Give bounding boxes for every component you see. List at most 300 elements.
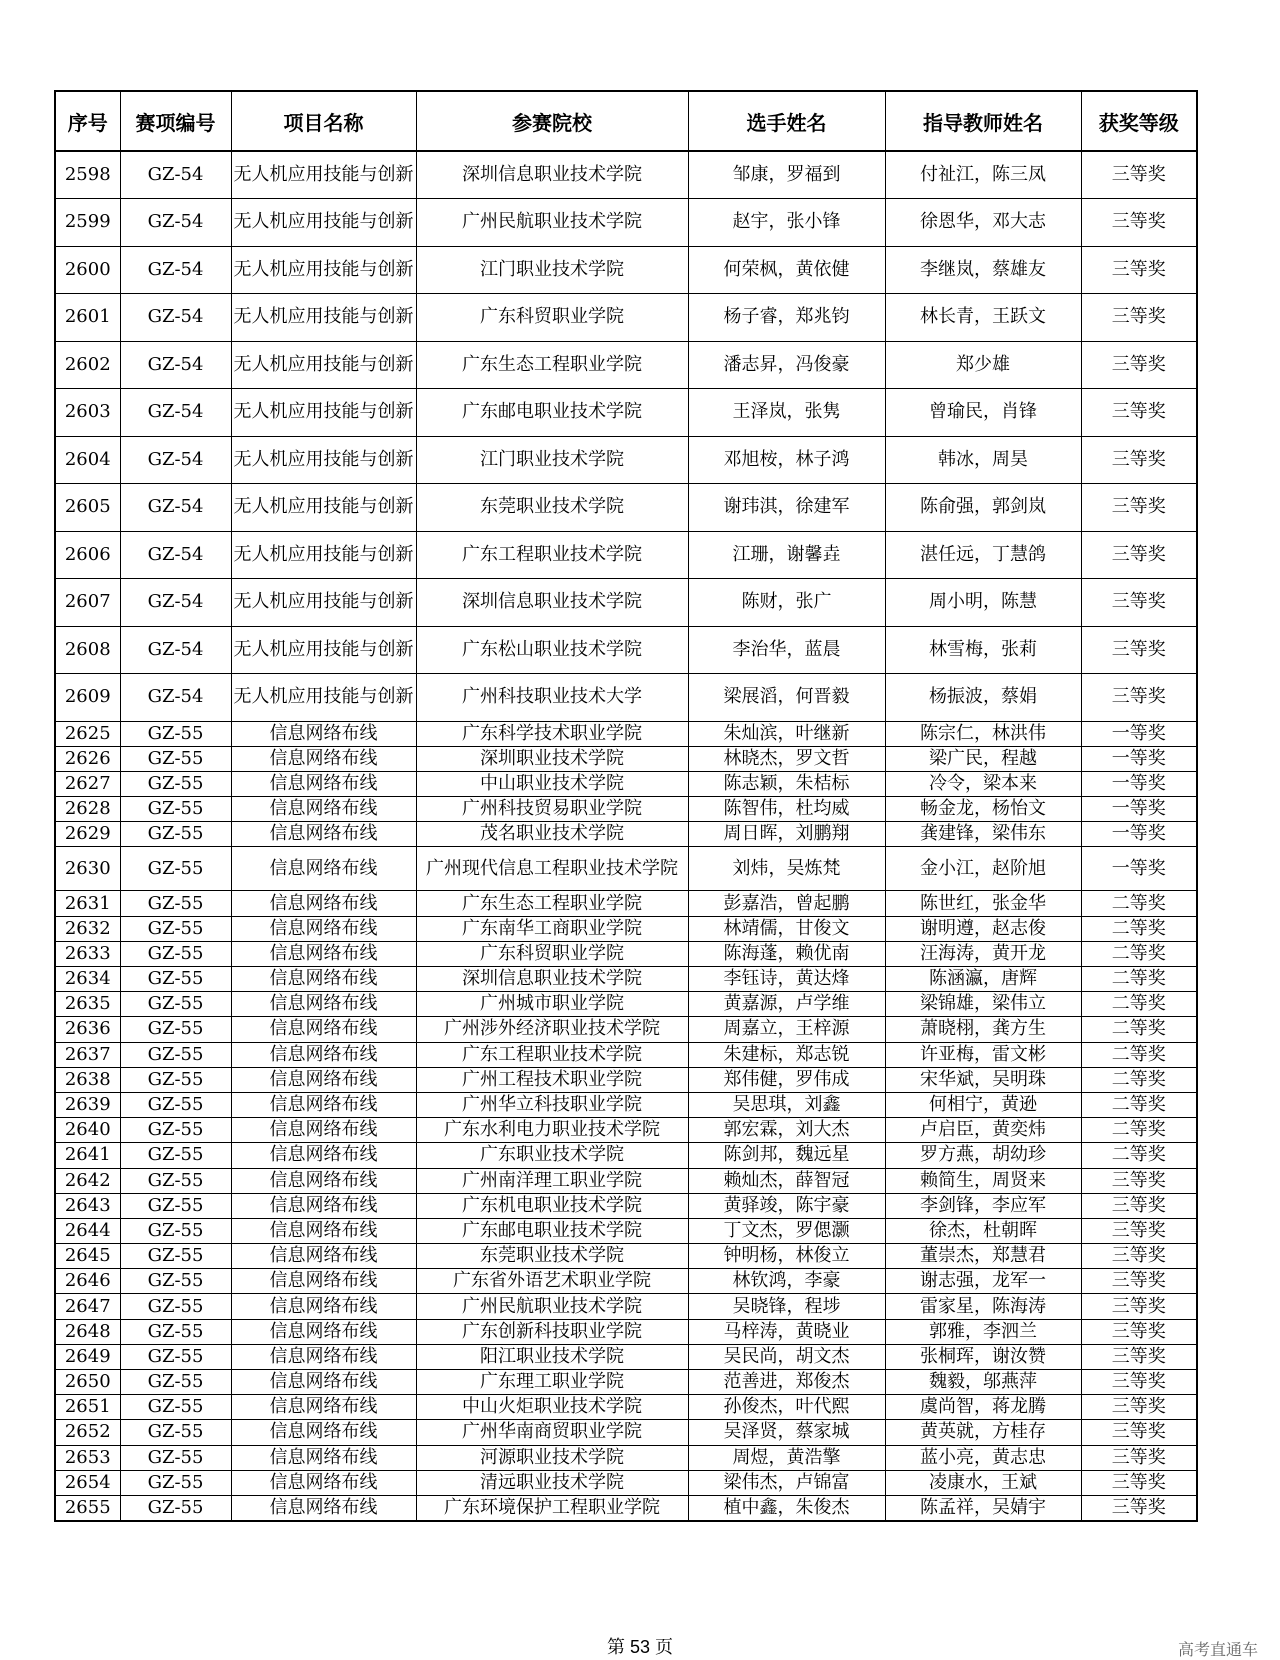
cell-event-code: GZ-55	[120, 916, 231, 941]
cell-school: 广东环境保护工程职业学院	[416, 1495, 688, 1520]
table-row	[55, 746, 1197, 771]
table-row	[55, 579, 1197, 627]
cell-project-name: 信息网络布线	[231, 1042, 416, 1067]
cell-index: 2637	[55, 1042, 120, 1067]
header-project-name: 项目名称	[231, 91, 416, 151]
header-index: 序号	[55, 91, 120, 151]
cell-event-code: GZ-54	[120, 341, 231, 389]
cell-index: 2645	[55, 1244, 120, 1269]
cell-project-name: 无人机应用技能与创新	[231, 341, 416, 389]
cell-award-level: 三等奖	[1081, 1244, 1197, 1269]
cell-school: 茂名职业技术学院	[416, 822, 688, 847]
cell-teachers: 杨振波，蔡娟	[885, 674, 1081, 722]
cell-event-code: GZ-55	[120, 721, 231, 746]
cell-award-level: 三等奖	[1081, 1420, 1197, 1445]
cell-index: 2644	[55, 1218, 120, 1243]
table-row	[55, 1445, 1197, 1470]
cell-event-code: GZ-55	[120, 1470, 231, 1495]
cell-index: 2641	[55, 1143, 120, 1168]
cell-project-name: 信息网络布线	[231, 1395, 416, 1420]
cell-event-code: GZ-54	[120, 151, 231, 199]
cell-teachers: 陈俞强，郭剑岚	[885, 484, 1081, 532]
cell-project-name: 信息网络布线	[231, 1319, 416, 1344]
cell-index: 2636	[55, 1017, 120, 1042]
cell-project-name: 信息网络布线	[231, 847, 416, 891]
cell-teachers: 龚建锋，梁伟东	[885, 822, 1081, 847]
table-row	[55, 992, 1197, 1017]
cell-teachers: 张桐珲，谢汝赞	[885, 1344, 1081, 1369]
table-row	[55, 1420, 1197, 1445]
cell-contestants: 陈志颖，朱桔标	[688, 771, 885, 796]
cell-project-name: 信息网络布线	[231, 1143, 416, 1168]
cell-school: 广东科学技术职业学院	[416, 721, 688, 746]
cell-school: 中山职业技术学院	[416, 771, 688, 796]
cell-event-code: GZ-54	[120, 436, 231, 484]
cell-contestants: 梁伟杰，卢锦富	[688, 1470, 885, 1495]
cell-award-level: 二等奖	[1081, 891, 1197, 916]
cell-event-code: GZ-55	[120, 1269, 231, 1294]
cell-project-name: 信息网络布线	[231, 1294, 416, 1319]
cell-project-name: 无人机应用技能与创新	[231, 531, 416, 579]
cell-teachers: 陈孟祥，吴婧宇	[885, 1495, 1081, 1520]
cell-school: 广东科贸职业学院	[416, 941, 688, 966]
table-row	[55, 246, 1197, 294]
cell-index: 2655	[55, 1495, 120, 1520]
cell-school: 广东创新科技职业学院	[416, 1319, 688, 1344]
table-row	[55, 1218, 1197, 1243]
cell-contestants: 周日晖，刘鹏翔	[688, 822, 885, 847]
cell-teachers: 卢启臣，黄奕炜	[885, 1118, 1081, 1143]
cell-school: 广州涉外经济职业技术学院	[416, 1017, 688, 1042]
table-row	[55, 1017, 1197, 1042]
cell-project-name: 信息网络布线	[231, 771, 416, 796]
cell-index: 2654	[55, 1470, 120, 1495]
cell-event-code: GZ-55	[120, 1244, 231, 1269]
cell-school: 广东职业技术学院	[416, 1143, 688, 1168]
cell-teachers: 虞尚智，蒋龙腾	[885, 1395, 1081, 1420]
cell-teachers: 魏毅，邬燕萍	[885, 1370, 1081, 1395]
cell-index: 2653	[55, 1445, 120, 1470]
cell-award-level: 三等奖	[1081, 199, 1197, 247]
cell-event-code: GZ-55	[120, 1445, 231, 1470]
cell-project-name: 信息网络布线	[231, 992, 416, 1017]
table-row	[55, 294, 1197, 342]
cell-contestants: 杨子睿，郑兆钧	[688, 294, 885, 342]
cell-project-name: 无人机应用技能与创新	[231, 674, 416, 722]
cell-event-code: GZ-55	[120, 1495, 231, 1520]
table-row	[55, 1269, 1197, 1294]
cell-contestants: 吴民尚，胡文杰	[688, 1344, 885, 1369]
cell-contestants: 陈剑邦，魏远星	[688, 1143, 885, 1168]
cell-teachers: 陈涵瀛，唐辉	[885, 967, 1081, 992]
cell-event-code: GZ-54	[120, 531, 231, 579]
cell-contestants: 黄驿竣，陈宇豪	[688, 1193, 885, 1218]
cell-index: 2605	[55, 484, 120, 532]
cell-project-name: 无人机应用技能与创新	[231, 246, 416, 294]
cell-teachers: 郑少雄	[885, 341, 1081, 389]
cell-project-name: 信息网络布线	[231, 1495, 416, 1520]
cell-event-code: GZ-54	[120, 674, 231, 722]
cell-school: 广州科技职业技术大学	[416, 674, 688, 722]
cell-contestants: 刘炜，吴炼梵	[688, 847, 885, 891]
cell-award-level: 三等奖	[1081, 1294, 1197, 1319]
cell-teachers: 谢明遵，赵志俊	[885, 916, 1081, 941]
cell-award-level: 三等奖	[1081, 1370, 1197, 1395]
cell-contestants: 彭嘉浩，曾起鹏	[688, 891, 885, 916]
cell-event-code: GZ-54	[120, 389, 231, 437]
header-award-level: 获奖等级	[1081, 91, 1197, 151]
cell-project-name: 无人机应用技能与创新	[231, 389, 416, 437]
cell-project-name: 信息网络布线	[231, 1420, 416, 1445]
cell-contestants: 赵宇，张小锋	[688, 199, 885, 247]
cell-index: 2642	[55, 1168, 120, 1193]
cell-school: 广州民航职业技术学院	[416, 199, 688, 247]
table-row	[55, 1370, 1197, 1395]
cell-teachers: 许亚梅，雷文彬	[885, 1042, 1081, 1067]
table-row	[55, 1042, 1197, 1067]
cell-index: 2609	[55, 674, 120, 722]
table-row	[55, 436, 1197, 484]
cell-award-level: 二等奖	[1081, 1092, 1197, 1117]
cell-award-level: 三等奖	[1081, 436, 1197, 484]
table-row	[55, 1193, 1197, 1218]
cell-event-code: GZ-55	[120, 1344, 231, 1369]
table-row	[55, 1395, 1197, 1420]
cell-teachers: 陈世红，张金华	[885, 891, 1081, 916]
cell-index: 2628	[55, 797, 120, 822]
cell-index: 2631	[55, 891, 120, 916]
cell-school: 东莞职业技术学院	[416, 484, 688, 532]
cell-event-code: GZ-55	[120, 992, 231, 1017]
cell-project-name: 信息网络布线	[231, 1067, 416, 1092]
cell-event-code: GZ-55	[120, 1017, 231, 1042]
cell-school: 深圳信息职业技术学院	[416, 151, 688, 199]
cell-contestants: 周嘉立，王梓源	[688, 1017, 885, 1042]
cell-teachers: 凌康水，王斌	[885, 1470, 1081, 1495]
cell-event-code: GZ-55	[120, 891, 231, 916]
cell-teachers: 付祉江，陈三凤	[885, 151, 1081, 199]
cell-event-code: GZ-54	[120, 199, 231, 247]
cell-award-level: 三等奖	[1081, 579, 1197, 627]
cell-event-code: GZ-54	[120, 294, 231, 342]
table-row	[55, 967, 1197, 992]
cell-project-name: 无人机应用技能与创新	[231, 199, 416, 247]
cell-index: 2601	[55, 294, 120, 342]
cell-project-name: 信息网络布线	[231, 822, 416, 847]
cell-contestants: 黄嘉源，卢学维	[688, 992, 885, 1017]
cell-award-level: 二等奖	[1081, 1118, 1197, 1143]
table-row	[55, 1319, 1197, 1344]
cell-index: 2602	[55, 341, 120, 389]
cell-event-code: GZ-55	[120, 967, 231, 992]
table-row	[55, 1168, 1197, 1193]
cell-project-name: 信息网络布线	[231, 1092, 416, 1117]
table-row	[55, 1344, 1197, 1369]
cell-project-name: 信息网络布线	[231, 1168, 416, 1193]
cell-event-code: GZ-55	[120, 1042, 231, 1067]
cell-teachers: 萧晓栩，龚方生	[885, 1017, 1081, 1042]
cell-index: 2638	[55, 1067, 120, 1092]
cell-school: 阳江职业技术学院	[416, 1344, 688, 1369]
cell-teachers: 徐杰，杜朝晖	[885, 1218, 1081, 1243]
cell-project-name: 信息网络布线	[231, 1269, 416, 1294]
cell-event-code: GZ-55	[120, 1143, 231, 1168]
cell-index: 2651	[55, 1395, 120, 1420]
cell-contestants: 孙俊杰，叶代熙	[688, 1395, 885, 1420]
cell-teachers: 韩冰，周昊	[885, 436, 1081, 484]
cell-teachers: 雷家星，陈海涛	[885, 1294, 1081, 1319]
cell-contestants: 郭宏霖，刘大杰	[688, 1118, 885, 1143]
table-row	[55, 721, 1197, 746]
cell-project-name: 无人机应用技能与创新	[231, 151, 416, 199]
cell-school: 广东南华工商职业学院	[416, 916, 688, 941]
cell-school: 广东生态工程职业学院	[416, 341, 688, 389]
cell-school: 广州科技贸易职业学院	[416, 797, 688, 822]
cell-award-level: 三等奖	[1081, 1470, 1197, 1495]
cell-award-level: 三等奖	[1081, 1495, 1197, 1520]
cell-school: 深圳信息职业技术学院	[416, 967, 688, 992]
cell-contestants: 王泽岚，张隽	[688, 389, 885, 437]
cell-project-name: 信息网络布线	[231, 967, 416, 992]
cell-event-code: GZ-55	[120, 1319, 231, 1344]
cell-award-level: 三等奖	[1081, 1344, 1197, 1369]
cell-award-level: 三等奖	[1081, 1445, 1197, 1470]
cell-index: 2625	[55, 721, 120, 746]
cell-event-code: GZ-55	[120, 1092, 231, 1117]
cell-teachers: 宋华斌，吴明珠	[885, 1067, 1081, 1092]
cell-contestants: 谢玮淇，徐建军	[688, 484, 885, 532]
cell-index: 2650	[55, 1370, 120, 1395]
table-row	[55, 1470, 1197, 1495]
cell-school: 广东科贸职业学院	[416, 294, 688, 342]
cell-award-level: 二等奖	[1081, 1143, 1197, 1168]
cell-event-code: GZ-55	[120, 941, 231, 966]
cell-teachers: 徐恩华，邓大志	[885, 199, 1081, 247]
cell-teachers: 林长青，王跃文	[885, 294, 1081, 342]
cell-event-code: GZ-55	[120, 1193, 231, 1218]
cell-contestants: 郑伟健，罗伟成	[688, 1067, 885, 1092]
cell-index: 2629	[55, 822, 120, 847]
cell-project-name: 信息网络布线	[231, 1017, 416, 1042]
table-row	[55, 822, 1197, 847]
table-row	[55, 847, 1197, 891]
cell-event-code: GZ-55	[120, 1168, 231, 1193]
cell-contestants: 林晓杰，罗文哲	[688, 746, 885, 771]
cell-award-level: 一等奖	[1081, 847, 1197, 891]
table-row	[55, 771, 1197, 796]
cell-contestants: 钟明杨，林俊立	[688, 1244, 885, 1269]
cell-contestants: 范善进，郑俊杰	[688, 1370, 885, 1395]
cell-school: 广州城市职业学院	[416, 992, 688, 1017]
cell-teachers: 谢志强，龙军一	[885, 1269, 1081, 1294]
cell-contestants: 李治华，蓝晨	[688, 626, 885, 674]
table-body	[55, 151, 1197, 1521]
awards-table	[54, 90, 1198, 1522]
cell-index: 2600	[55, 246, 120, 294]
cell-school: 广州民航职业技术学院	[416, 1294, 688, 1319]
cell-teachers: 赖简生，周贤来	[885, 1168, 1081, 1193]
cell-award-level: 二等奖	[1081, 992, 1197, 1017]
cell-school: 清远职业技术学院	[416, 1470, 688, 1495]
cell-index: 2648	[55, 1319, 120, 1344]
cell-event-code: GZ-55	[120, 1395, 231, 1420]
header-teachers: 指导教师姓名	[885, 91, 1081, 151]
cell-teachers: 汪海涛，黄开龙	[885, 941, 1081, 966]
cell-teachers: 周小明，陈慧	[885, 579, 1081, 627]
cell-award-level: 二等奖	[1081, 967, 1197, 992]
cell-contestants: 周煜，黄浩擎	[688, 1445, 885, 1470]
cell-project-name: 信息网络布线	[231, 1344, 416, 1369]
cell-teachers: 曾瑜民，肖锋	[885, 389, 1081, 437]
cell-index: 2607	[55, 579, 120, 627]
table-row	[55, 389, 1197, 437]
cell-school: 广东理工职业学院	[416, 1370, 688, 1395]
cell-school: 广东邮电职业技术学院	[416, 389, 688, 437]
cell-teachers: 湛任远，丁慧鸽	[885, 531, 1081, 579]
cell-index: 2634	[55, 967, 120, 992]
cell-contestants: 潘志昇，冯俊豪	[688, 341, 885, 389]
cell-project-name: 信息网络布线	[231, 1445, 416, 1470]
cell-event-code: GZ-55	[120, 771, 231, 796]
cell-award-level: 一等奖	[1081, 746, 1197, 771]
cell-index: 2652	[55, 1420, 120, 1445]
cell-project-name: 信息网络布线	[231, 746, 416, 771]
cell-award-level: 一等奖	[1081, 771, 1197, 796]
cell-school: 广东水利电力职业技术学院	[416, 1118, 688, 1143]
cell-award-level: 三等奖	[1081, 484, 1197, 532]
cell-school: 中山火炬职业技术学院	[416, 1395, 688, 1420]
cell-school: 广东工程职业技术学院	[416, 1042, 688, 1067]
cell-award-level: 二等奖	[1081, 1017, 1197, 1042]
cell-event-code: GZ-55	[120, 1370, 231, 1395]
cell-award-level: 一等奖	[1081, 822, 1197, 847]
cell-teachers: 金小江，赵阶旭	[885, 847, 1081, 891]
cell-teachers: 李剑锋，李应军	[885, 1193, 1081, 1218]
cell-index: 2635	[55, 992, 120, 1017]
table-row	[55, 1294, 1197, 1319]
cell-teachers: 蓝小亮，黄志忠	[885, 1445, 1081, 1470]
table-row	[55, 941, 1197, 966]
cell-award-level: 二等奖	[1081, 1042, 1197, 1067]
header-contestants: 选手姓名	[688, 91, 885, 151]
cell-contestants: 陈海蓬，赖优南	[688, 941, 885, 966]
cell-award-level: 三等奖	[1081, 389, 1197, 437]
table-row	[55, 1092, 1197, 1117]
cell-award-level: 三等奖	[1081, 294, 1197, 342]
watermark: 高考直通车	[1177, 1640, 1258, 1659]
table-header-row	[55, 91, 1197, 151]
cell-teachers: 陈宗仁，林洪伟	[885, 721, 1081, 746]
cell-contestants: 吴思琪，刘鑫	[688, 1092, 885, 1117]
table-row	[55, 674, 1197, 722]
cell-school: 深圳信息职业技术学院	[416, 579, 688, 627]
cell-index: 2649	[55, 1344, 120, 1369]
cell-contestants: 梁展滔，何晋毅	[688, 674, 885, 722]
cell-event-code: GZ-54	[120, 626, 231, 674]
cell-contestants: 赖灿杰，薛智冠	[688, 1168, 885, 1193]
cell-award-level: 三等奖	[1081, 1319, 1197, 1344]
cell-teachers: 何相宁，黄逊	[885, 1092, 1081, 1117]
cell-event-code: GZ-55	[120, 1294, 231, 1319]
cell-contestants: 陈财，张广	[688, 579, 885, 627]
cell-school: 河源职业技术学院	[416, 1445, 688, 1470]
cell-teachers: 董崇杰，郑慧君	[885, 1244, 1081, 1269]
cell-award-level: 三等奖	[1081, 1193, 1197, 1218]
cell-award-level: 三等奖	[1081, 246, 1197, 294]
cell-project-name: 信息网络布线	[231, 1218, 416, 1243]
cell-teachers: 畅金龙，杨怡文	[885, 797, 1081, 822]
cell-award-level: 三等奖	[1081, 1218, 1197, 1243]
cell-event-code: GZ-54	[120, 246, 231, 294]
cell-school: 广东机电职业技术学院	[416, 1193, 688, 1218]
cell-project-name: 信息网络布线	[231, 916, 416, 941]
cell-event-code: GZ-55	[120, 847, 231, 891]
cell-project-name: 信息网络布线	[231, 1470, 416, 1495]
cell-contestants: 林靖儒，甘俊文	[688, 916, 885, 941]
cell-project-name: 无人机应用技能与创新	[231, 626, 416, 674]
table-row	[55, 1244, 1197, 1269]
table-row	[55, 1495, 1197, 1520]
cell-teachers: 冷令，梁本来	[885, 771, 1081, 796]
cell-award-level: 三等奖	[1081, 1168, 1197, 1193]
table-row	[55, 199, 1197, 247]
table-row	[55, 341, 1197, 389]
cell-index: 2598	[55, 151, 120, 199]
cell-project-name: 信息网络布线	[231, 1370, 416, 1395]
table-row	[55, 151, 1197, 199]
cell-teachers: 郭雅，李泗兰	[885, 1319, 1081, 1344]
cell-index: 2647	[55, 1294, 120, 1319]
cell-contestants: 李钰诗，黄达烽	[688, 967, 885, 992]
cell-event-code: GZ-55	[120, 797, 231, 822]
cell-school: 江门职业技术学院	[416, 246, 688, 294]
cell-project-name: 信息网络布线	[231, 1193, 416, 1218]
cell-event-code: GZ-55	[120, 1118, 231, 1143]
cell-project-name: 无人机应用技能与创新	[231, 436, 416, 484]
table-row	[55, 797, 1197, 822]
cell-contestants: 吴泽贤，蔡家城	[688, 1420, 885, 1445]
cell-contestants: 丁文杰，罗偲灏	[688, 1218, 885, 1243]
cell-index: 2640	[55, 1118, 120, 1143]
cell-school: 深圳职业技术学院	[416, 746, 688, 771]
table-row	[55, 531, 1197, 579]
cell-teachers: 李继岚，蔡雄友	[885, 246, 1081, 294]
cell-contestants: 吴晓锋，程埗	[688, 1294, 885, 1319]
cell-event-code: GZ-55	[120, 822, 231, 847]
cell-teachers: 梁广民，程越	[885, 746, 1081, 771]
header-event-code: 赛项编号	[120, 91, 231, 151]
cell-school: 广东生态工程职业学院	[416, 891, 688, 916]
cell-contestants: 陈智伟，杜均威	[688, 797, 885, 822]
cell-school: 广东邮电职业技术学院	[416, 1218, 688, 1243]
cell-contestants: 马梓涛，黄晓业	[688, 1319, 885, 1344]
cell-contestants: 林钦鸿，李豪	[688, 1269, 885, 1294]
cell-index: 2604	[55, 436, 120, 484]
cell-school: 江门职业技术学院	[416, 436, 688, 484]
cell-award-level: 三等奖	[1081, 531, 1197, 579]
cell-award-level: 二等奖	[1081, 1067, 1197, 1092]
cell-index: 2639	[55, 1092, 120, 1117]
cell-school: 广东松山职业技术学院	[416, 626, 688, 674]
cell-index: 2633	[55, 941, 120, 966]
cell-school: 广东省外语艺术职业学院	[416, 1269, 688, 1294]
cell-award-level: 三等奖	[1081, 626, 1197, 674]
table-row	[55, 1143, 1197, 1168]
cell-project-name: 信息网络布线	[231, 941, 416, 966]
cell-award-level: 三等奖	[1081, 1395, 1197, 1420]
cell-event-code: GZ-55	[120, 1067, 231, 1092]
cell-event-code: GZ-54	[120, 579, 231, 627]
